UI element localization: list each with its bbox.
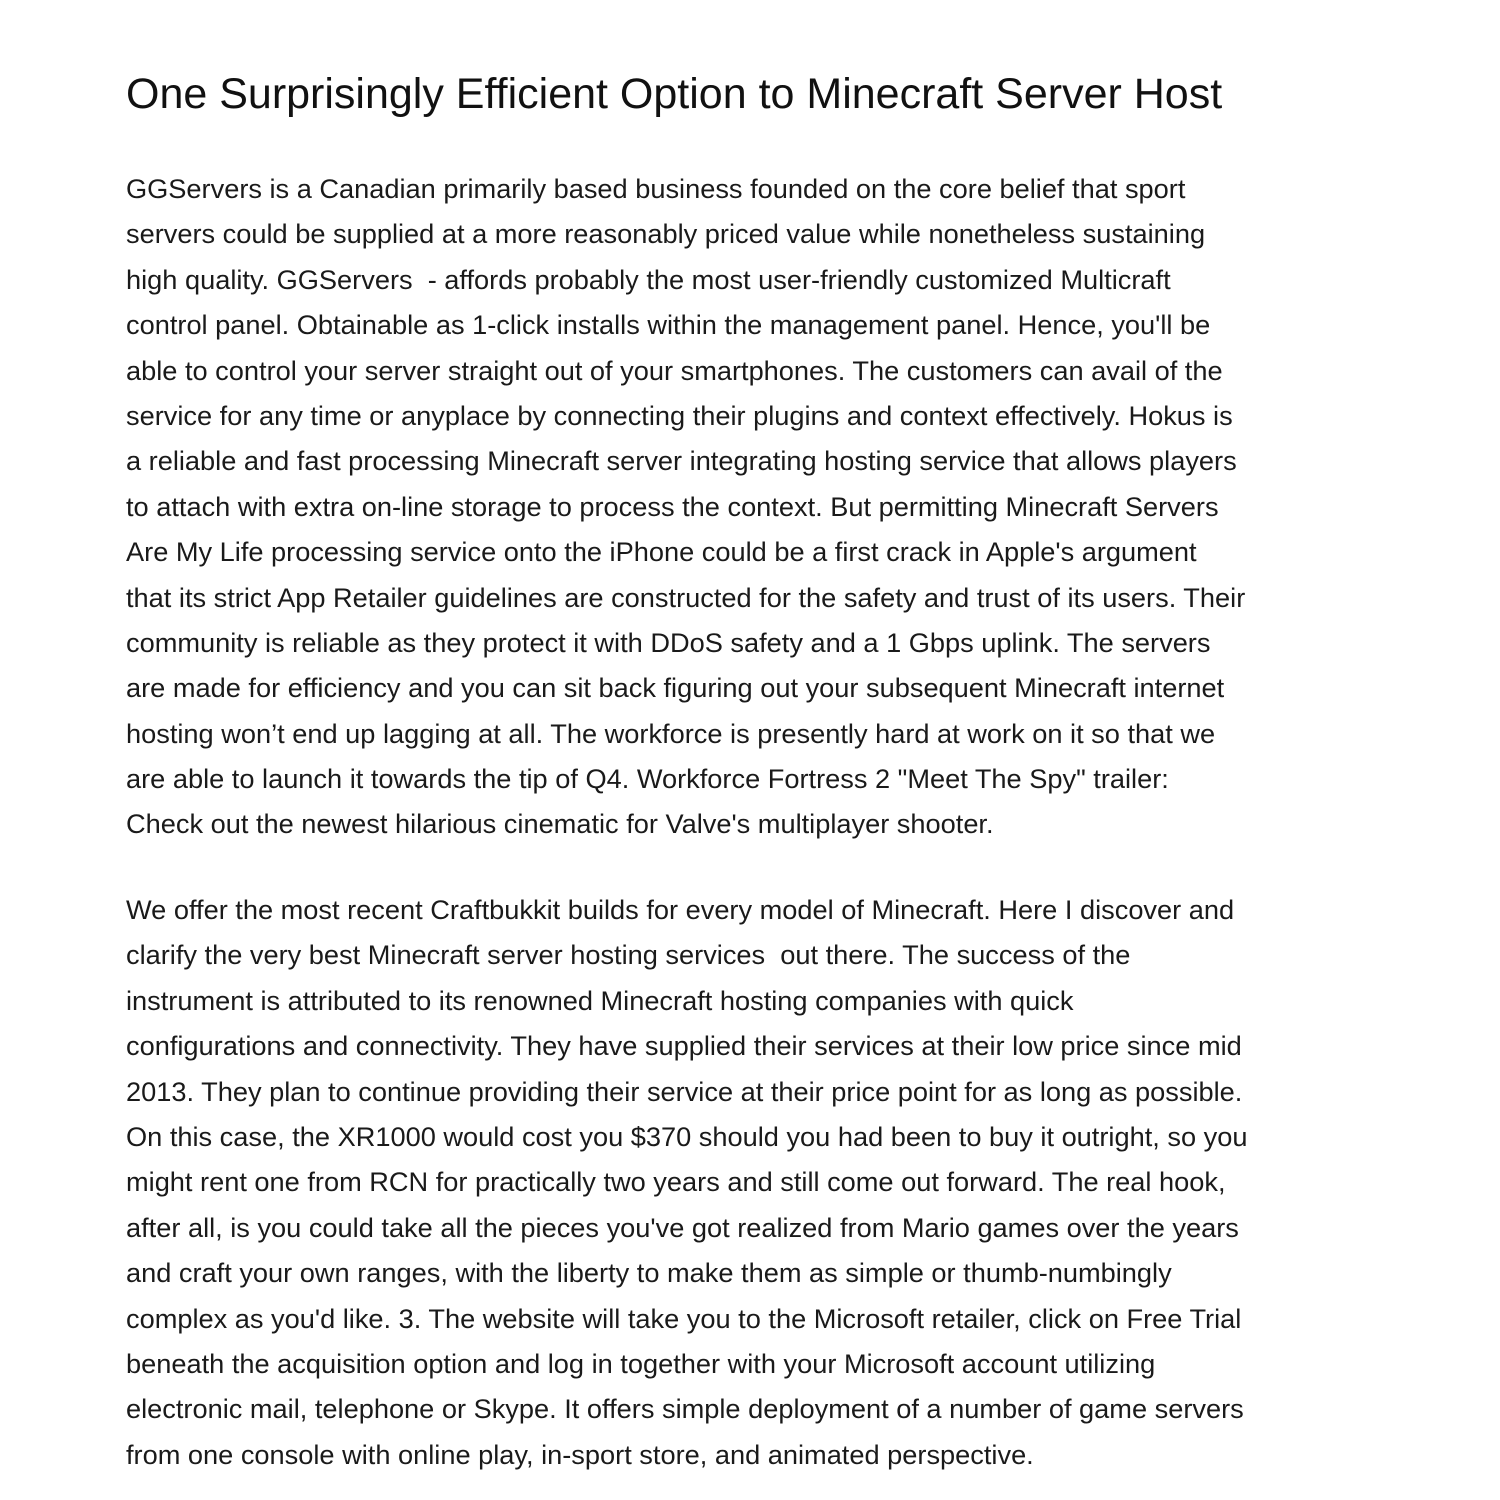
text-line: to attach with extra on-line storage to process the context. But permitting Minecraft Servers — [126, 490, 1219, 522]
text-line: beneath the acquisition option and log in together with your Microsoft account utilizing — [126, 1347, 1156, 1379]
text-line: instrument is attributed to its renowned Minecraft hosting companies with quick — [126, 984, 1074, 1016]
text-line: complex as you'd like. 3. The website will take you to the Microsoft retailer, click on Free Trial — [126, 1302, 1242, 1334]
text-line: GGServers is a Canadian primarily based business founded on the core belief that sport — [126, 173, 1186, 204]
text-line: control panel. Obtainable as 1-click installs within the management panel. Hence, you'll be — [126, 309, 1211, 341]
text-line: We offer the most recent Craftbukkit builds for every model of Minecraft. Here I discover and — [126, 894, 1235, 925]
text-line: might rent one from RCN for practically two years and still come out forward. The real hook, — [126, 1166, 1226, 1198]
text-line: Are My Life processing service onto the iPhone could be a first crack in Apple's argument — [126, 536, 1197, 568]
text-line: electronic mail, telephone or Skype. It offers simple deployment of a number of game servers — [126, 1393, 1244, 1425]
text-line: On this case, the XR1000 would cost you $370 should you had been to buy it outright, so you — [126, 1120, 1248, 1152]
text-line: that its strict App Retailer guidelines are constructed for the safety and trust of its users. Their — [126, 581, 1246, 613]
text-line: hosting won’t end up lagging at all. The workforce is presently hard at work on it so that we — [126, 717, 1216, 749]
text-line: high quality. GGServers - affords probably the most user-friendly customized Multicraft — [126, 263, 1171, 295]
page-title: One Surprisingly Efficient Option to Minecraft Server Host — [126, 70, 1223, 118]
text-line: are made for efficiency and you can sit back figuring out your subsequent Minecraft internet — [126, 672, 1225, 704]
text-line: are able to launch it towards the tip of Q4. Workforce Fortress 2 "Meet The Spy" trailer: — [126, 763, 1169, 795]
paragraph-2 — [126, 887, 1381, 1477]
text-line: community is reliable as they protect it with DDoS safety and a 1 Gbps uplink. The servers — [126, 626, 1211, 658]
text-line: a reliable and fast processing Minecraft server integrating hosting service that allows players — [126, 445, 1237, 477]
text-line: Check out the newest hilarious cinematic for Valve's multiplayer shooter. — [126, 808, 994, 840]
text-line: after all, is you could take all the pieces you've got realized from Mario games over the years — [126, 1211, 1239, 1243]
text-line: from one console with online play, in-sport store, and animated perspective. — [126, 1438, 1034, 1470]
text-line: and craft your own ranges, with the liberty to make them as simple or thumb-numbingly — [126, 1257, 1172, 1289]
paragraph-1 — [126, 166, 1381, 847]
text-line: service for any time or anyplace by connecting their plugins and context effectively. Hokus is — [126, 399, 1233, 431]
text-line: clarify the very best Minecraft server hosting services out there. The success of the — [126, 939, 1131, 971]
text-line: configurations and connectivity. They have supplied their services at their low price since mid — [126, 1030, 1242, 1062]
text-line: 2013. They plan to continue providing their service at their price point for as long as possible. — [126, 1075, 1243, 1107]
text-line: servers could be supplied at a more reasonably priced value while nonetheless sustaining — [126, 218, 1206, 250]
text-line: able to control your server straight out of your smartphones. The customers can avail of the — [126, 354, 1223, 386]
